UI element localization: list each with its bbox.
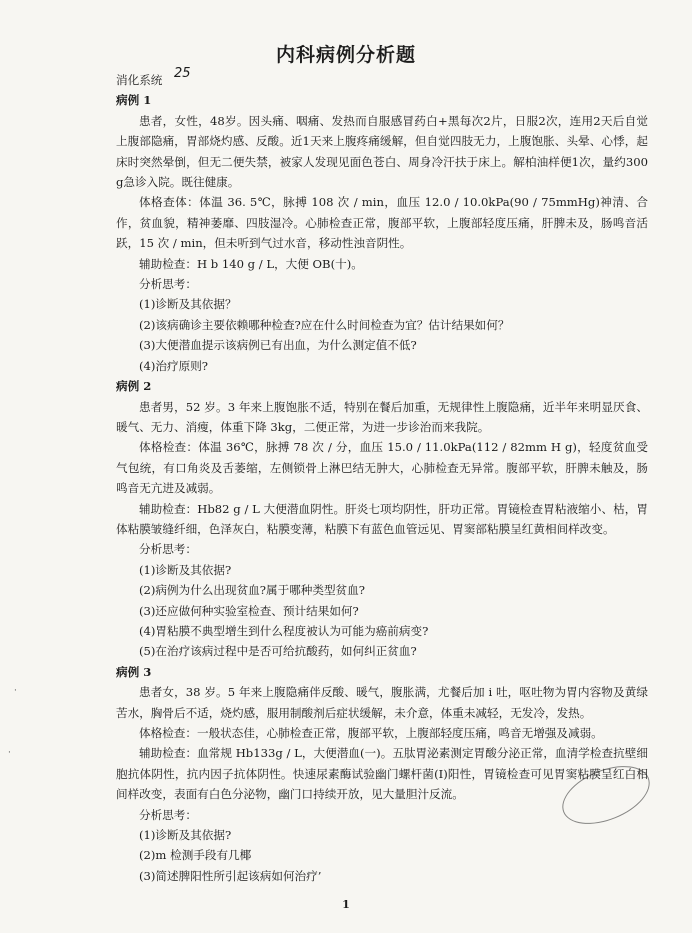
case-3-question: (2)m 检测手段有几椰: [139, 848, 252, 863]
case-3-history: 患者女，38 岁。5 年来上腹隐痛伴反酸、暖气，腹胀满，尤餐后加 i 吐，呕吐物为胃内容物及黄绿苦水，胸骨后不适，烧灼感，服用制酸剂后症状缓解，未介意，体重未减轻，无发冷，发热。: [116, 685, 648, 720]
document-body: [116, 66, 648, 886]
case-3-question: (1)诊断及其依据?: [139, 828, 232, 843]
case-2-heading: 病例 2: [116, 379, 152, 394]
case-1-analysis-label: 分析思考：: [139, 277, 197, 292]
case-1-question: (1)诊断及其依据？: [139, 297, 237, 312]
case-2-question: (5)在治疗该病过程中是否可给抗酸药，如何纠正贫血?: [139, 644, 417, 659]
case-3-exam: 体格检查：一般状态佳，心肺检查正常，腹部平软，上腹部轻度压痛，鸣音无增强及减弱。: [139, 726, 603, 740]
case-2-question: (4)胃粘膜不典型增生到什么程度被认为可能为癌前病变?: [139, 623, 429, 638]
case-2-aux: 辅助检查：Hb82 g / L 大便潜血阴性。肝炎七项均阴性，肝功正常。胃镜检查胃粘液缩小、枯，胃体粘膜皱缝纤细，色泽灰白，粘膜变薄，粘膜下有蓝色血管远见、胃窦部粘膜呈红黄相间样改变。: [116, 501, 648, 536]
page-number: 1: [342, 898, 350, 911]
case-3-aux: 辅助检查：血常规 Hb133g / L，大便潜血(一)。五肽胃泌素测定胃酸分泌正常，血清学检查抗壁细胞抗体阴性，抗内因子抗体阴性。快速尿素酶试验幽门螺杆菌(I)阳性，胃镜检查可见胃窦粘膜呈红白相间样改变，表面有白色分泌物，幽门口持续开放，见大量胆汁反流。: [116, 746, 648, 802]
case-2-question: (2)病例为什么出现贫血?属于哪种类型贫血?: [139, 583, 365, 598]
case-2-question: (1)诊断及其依据?: [139, 562, 232, 577]
case-3-analysis-label: 分析思考：: [139, 807, 197, 822]
margin-speck: ·: [8, 748, 11, 758]
case-3-heading: 病例 3: [116, 664, 152, 679]
case-1-heading: 病例 1: [116, 93, 152, 108]
case-1-exam: 体格查体：体温 36. 5℃，脉搏 108 次 / min，血压 12.0 / 10.0kPa(90 / 75mmHg)神清、合作，贫血貌，精神萎靡、四肢湿冷。心肺检查正常，腹部平软，上腹部轻度压痛，肝脾未及，肠鸣音活跃，15 次 / min，但未听到气过水音，移动性浊音阴性。: [116, 195, 648, 251]
document-title: 内科病例分析题: [275, 44, 416, 66]
case-1-history: 患者，女性，48岁。因头痛、咽痛、发热而自服感冒药白+黑每次2片，日服2次，连用2天后自觉上腹部隐痛，胃部烧灼感、反酸。近1天来上腹疼痛缓解，但自觉四肢无力，上腹饱胀、头晕、心悸，起床时突然晕倒，但无二便失禁，被家人发现见面色苍白、周身冷汗扶于床上。解柏油样便1次，量约300 g急诊入院。既往健康。: [116, 113, 648, 190]
case-2-analysis-label: 分析思考：: [139, 542, 197, 557]
case-1-question: (4)治疗原则?: [139, 358, 209, 373]
margin-speck: ·: [14, 686, 17, 696]
case-1-question: (2)该病确诊主要依赖哪种检查?应在什么时间检查为宜？估计结果如何？: [139, 317, 510, 332]
case-2-history: 患者男，52 岁。3 年来上腹饱胀不适，特别在餐后加重，无规律性上腹隐痛，近半年来明显厌食、暖气、无力、消瘦，体重下降 3kg，二便正常，为进一步诊治而来我院。: [116, 399, 648, 434]
case-1-question: (3)大便潜血提示该病例已有出血，为什么测定值不低?: [139, 338, 417, 353]
case-1-aux: 辅助检查：H b 140 g / L，大便 OB(十)。: [139, 256, 363, 271]
case-2-exam: 体格检查：体温 36℃，脉搏 78 次 / 分，血压 15.0 / 11.0kPa(112 / 82mm H g)，轻度贫血受气包统，有口角炎及舌萎缩，左侧锁骨上淋巴结无肿大，心肺检查无异常。腹部平软，肝脾未触及，肠鸣音无亢进及减弱。: [116, 440, 648, 496]
system-label: 消化系统: [116, 73, 163, 87]
section-heading: [116, 66, 648, 90]
case-3-question: (3)简述脾阳性所引起该病如何治疗’: [139, 868, 322, 883]
case-2-question: (3)还应做何种实验室检查、预计结果如何?: [139, 603, 359, 618]
handwritten-number: 25: [174, 66, 191, 81]
